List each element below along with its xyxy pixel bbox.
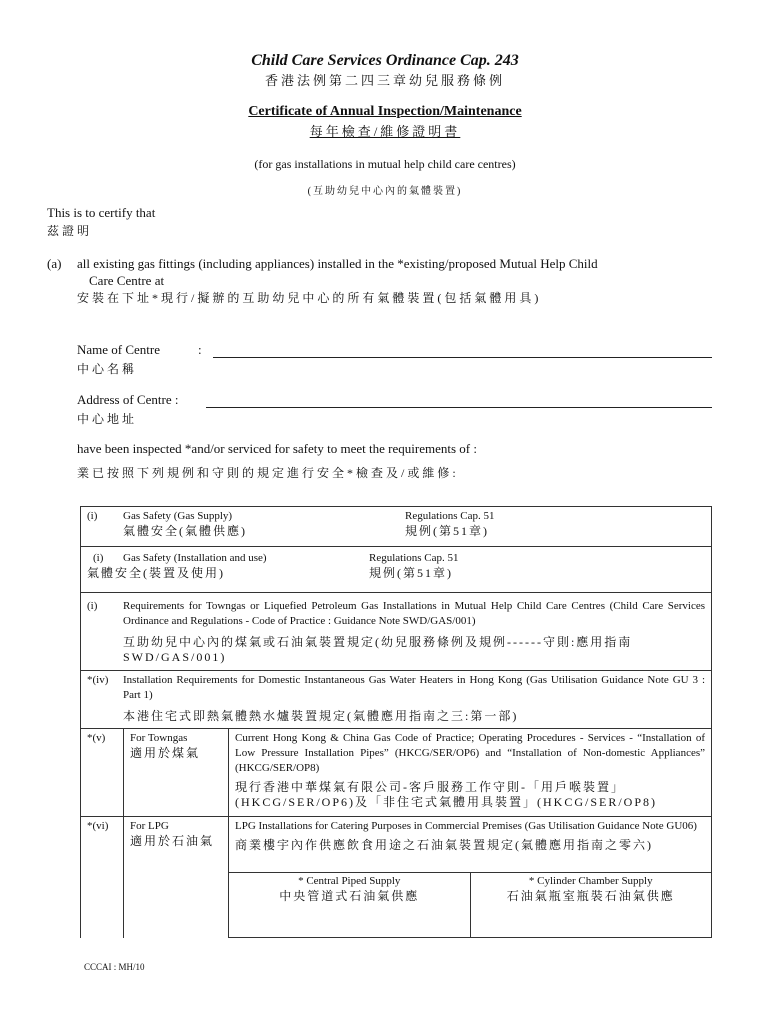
clause-a-marker: (a) (47, 256, 62, 271)
requirement-row (81, 671, 712, 729)
requirement-row (81, 729, 712, 817)
requirement-row (81, 547, 712, 593)
name-label-zh: 中心名稱 (77, 362, 138, 376)
item-number: (i) (87, 510, 98, 522)
requirement-name: Gas Safety (Installation and use) (123, 552, 267, 564)
item-number: (i) (87, 600, 98, 612)
requirement-name: Gas Safety (Gas Supply) (123, 510, 233, 522)
certificate-title-zh: 每年檢查/維修證明書 (309, 124, 461, 139)
requirement-text: LPG Installations for Catering Purposes in Commercial Premises (Gas Utilisation Guidance Note GU06) (235, 820, 697, 832)
towngas-label: For Towngas (130, 732, 188, 744)
form-code: CCCAI : MH/10 (84, 962, 145, 972)
name-colon: : (198, 342, 202, 357)
item-number: *(vi) (81, 817, 124, 938)
address-label-zh: 中心地址 (77, 412, 138, 426)
scope-note-zh: (互助幼兒中心內的氣體裝置) (307, 186, 463, 197)
address-of-centre-field[interactable] (206, 407, 712, 408)
item-number: *(iv) (87, 674, 109, 686)
lpg-label: For LPG (130, 820, 169, 832)
requirement-text-zh: 本港住宅式即熱氣體熱水爐裝置規定(氣體應用指南之三:第一部) (123, 709, 519, 723)
clause-a-line2: Care Centre at (89, 273, 165, 288)
requirement-text-zh: 現行香港中華煤氣有限公司-客戶服務工作守則-「用戶喉裝置」(HKCG/SER/OP6)及「非住宅式氣體用具裝置」(HKCG/SER/OP8) (235, 780, 658, 809)
name-of-centre-field[interactable] (213, 357, 712, 358)
requirement-name-zh: 氣體安全(裝置及使用) (87, 566, 225, 580)
requirement-row (81, 593, 712, 671)
towngas-label-zh: 適用於煤氣 (130, 746, 201, 760)
cylinder-chamber-option[interactable] (470, 873, 711, 937)
ordinance-title-zh: 香港法例第二四三章幼兒服務條例 (264, 73, 505, 88)
lpg-label-zh: 適用於石油氣 (130, 834, 215, 848)
clause-a-line1: all existing gas fittings (including appliances) installed in the *existing/proposed Mutual Help Child (77, 256, 598, 271)
inspected-text: have been inspected *and/or serviced for safety to meet the requirements of : (77, 441, 477, 456)
central-piped-label: * Central Piped Supply (298, 875, 401, 887)
requirement-reg-zh: 規例(第51章) (405, 524, 489, 538)
central-piped-option[interactable] (229, 873, 470, 937)
scope-note: (for gas installations in mutual help child care centres) (254, 157, 516, 171)
address-label: Address of Centre : (77, 392, 179, 407)
certificate-title: Certificate of Annual Inspection/Maintenance (248, 104, 522, 119)
requirement-reg: Regulations Cap. 51 (369, 552, 459, 564)
ordinance-title: Child Care Services Ordinance Cap. 243 (251, 52, 519, 69)
cylinder-chamber-label: * Cylinder Chamber Supply (528, 875, 653, 887)
requirement-reg: Regulations Cap. 51 (405, 510, 495, 522)
requirement-reg-zh: 規例(第51章) (369, 566, 453, 580)
item-number: *(v) (81, 729, 124, 817)
requirement-text-zh: 互助幼兒中心內的煤氣或石油氣裝置規定(幼兒服務條例及規例------守則:應用指南 SWD/GAS/001) (123, 635, 633, 664)
requirement-text: Installation Requirements for Domestic Instantaneous Gas Water Heaters in Hong Kong (Gas Utilisation Guidance Note GU 3 : Part 1) (123, 674, 705, 701)
requirement-text: Requirements for Towngas or Liquefied Petroleum Gas Installations in Mutual Help Child Care Centres (Child Care Services Ordinance and Regulations - Code of Practice : Guidance Note SWD/GAS/001) (123, 600, 705, 627)
clause-a-zh: 安裝在下址*現行/擬辦的互助幼兒中心的所有氣體裝置(包括氣體用具) (77, 291, 542, 305)
requirement-row (81, 817, 712, 873)
requirements-table (80, 506, 712, 938)
cylinder-chamber-label-zh: 石油氣瓶室瓶裝石油氣供應 (506, 889, 675, 903)
certify-text-zh: 茲證明 (47, 224, 93, 238)
certify-text: This is to certify that (47, 205, 156, 220)
central-piped-label-zh: 中央管道式石油氣供應 (279, 889, 420, 903)
requirement-name-zh: 氣體安全(氣體供應) (123, 524, 247, 538)
requirement-text: Current Hong Kong & China Gas Code of Practice; Operating Procedures - Services - “Installation of Low Pressure Installation Pipes” (HKCG/SER/OP6) and “Installation of Non-domestic Appliances” (HKCG/SER/OP8) (235, 732, 705, 774)
name-label: Name of Centre (77, 342, 161, 357)
item-number: (i) (93, 552, 104, 564)
requirement-row (81, 507, 712, 547)
inspected-text-zh: 業已按照下列規例和守則的規定進行安全*檢查及/或維修: (77, 466, 459, 480)
requirement-text-zh: 商業樓宇內作供應飲食用途之石油氣裝置規定(氣體應用指南之零六) (235, 838, 653, 852)
